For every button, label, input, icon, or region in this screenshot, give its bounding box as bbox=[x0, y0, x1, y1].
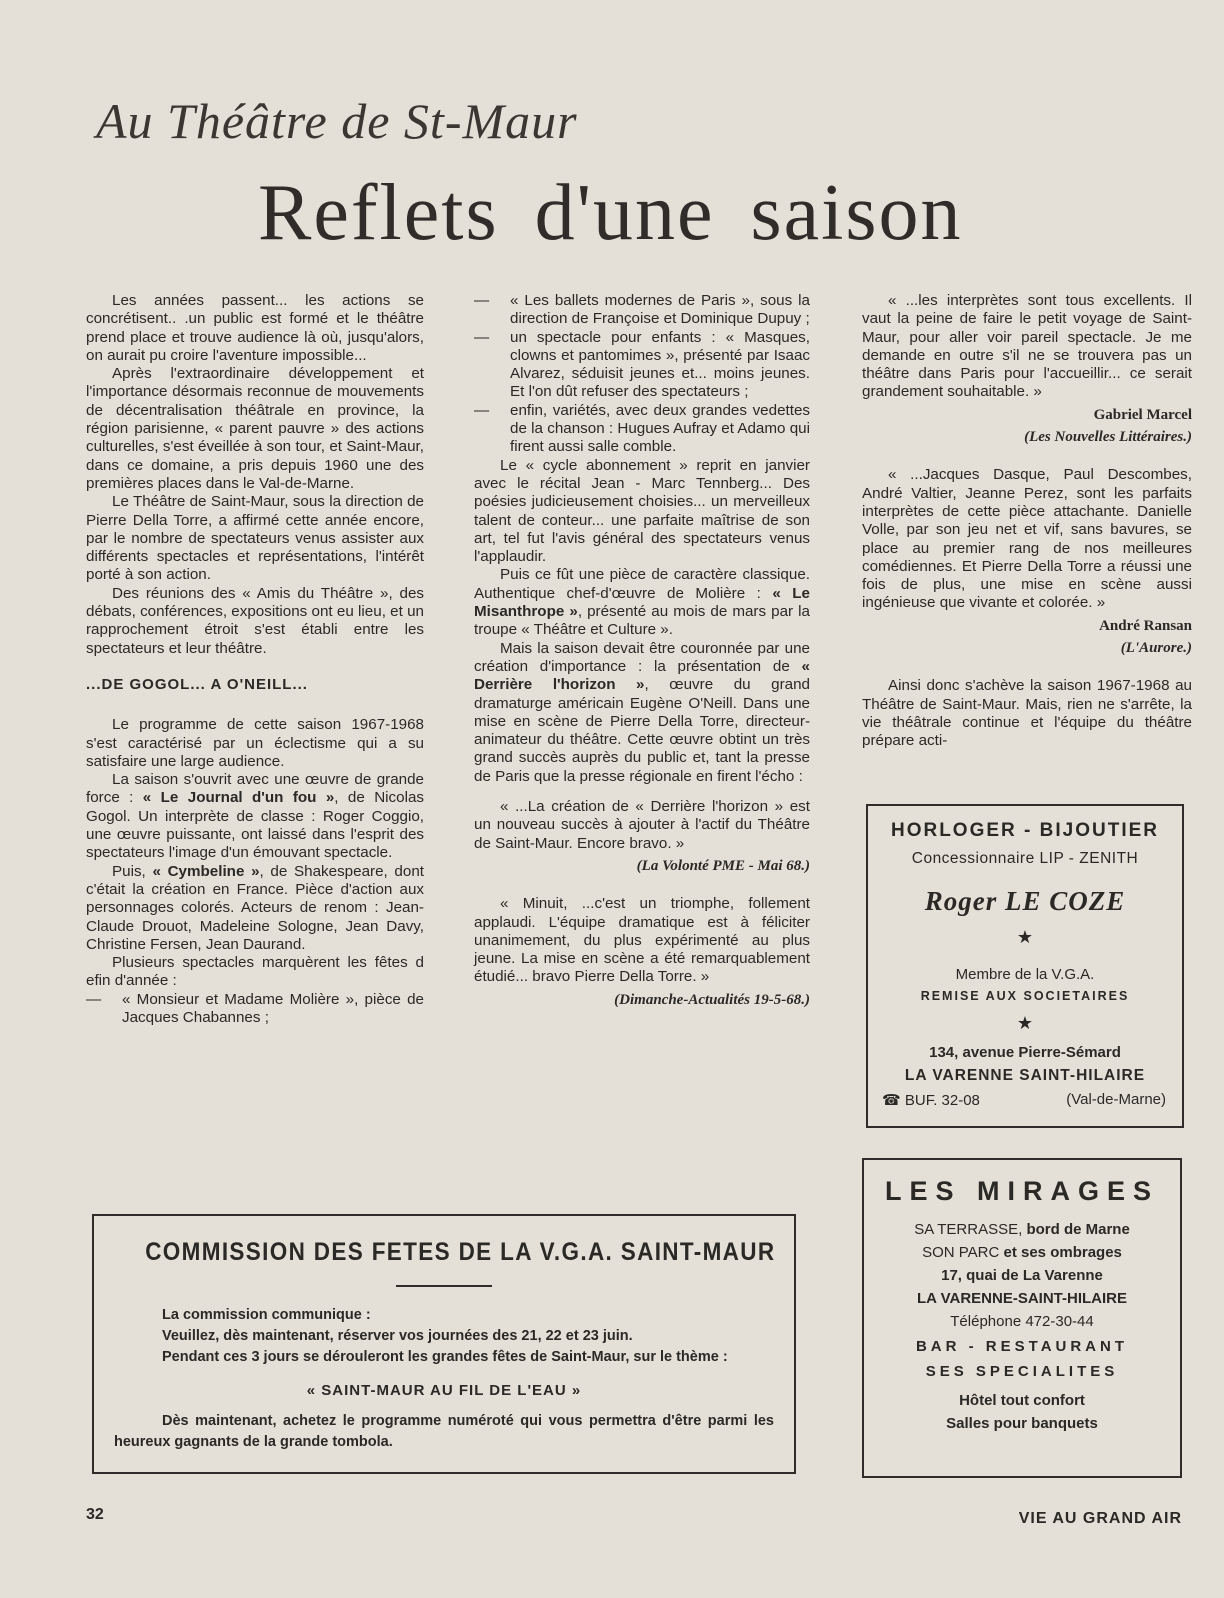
paragraph: La saison s'ouvrit avec une œuvre de grande force : « Le Journal d'un fou », de Nicolas Gogol. Un interprète de classe : Roger Coggio, une œuvre puissante, ont laissé dans l'esprit des spectateurs l'image d'un émouvant spectacle. bbox=[86, 771, 424, 862]
article-headline: Reflets d'une saison bbox=[258, 169, 963, 257]
paragraph: Des réunions des « Amis du Théâtre », des débats, conférences, expositions ont eu lieu, et un rapprochement étroit s'est établi entre les spectateurs et leur théâtre. bbox=[86, 584, 424, 657]
press-quote: « ...Jacques Dasque, Paul Descombes, André Valtier, Jeanne Perez, sont les parfaits interprètes de cette pièce attachante. Danielle Volle, par son jeu net et vif, sans bavures, se place au premier rang de nos meilleures comédiennes. Et Pierre Della Torre a réussi une fois de plus, une mise en scène aussi ingénieuse que vivante et colorée. » bbox=[862, 466, 1192, 612]
play-title: « Le Journal d'un fou » bbox=[142, 789, 335, 807]
quote-author: André Ransan bbox=[1099, 617, 1192, 634]
paragraph: Le Théâtre de Saint-Maur, sous la direction de Pierre Della Torre, a affirmé cette année encore, par le nombre de spectateurs venus assister aux différents spectacles et représentations, l'intérêt porté à son action. bbox=[86, 493, 424, 584]
paragraph: Ainsi donc s'achève la saison 1967-1968 au Théâtre de Saint-Maur. Mais, rien ne s'arrête, la vie théâtrale continue et l'équipe du théâtre prépare acti- bbox=[862, 677, 1192, 750]
ad-phone: Téléphone 472-30-44 bbox=[950, 1313, 1094, 1330]
article-column-3 bbox=[862, 292, 1192, 751]
page-number: 32 bbox=[86, 1506, 104, 1523]
notice-line: La commission communique : bbox=[162, 1307, 371, 1323]
paragraph: Après l'extraordinaire développement et l'importance désormais reconnue de mouvements de décentralisation théâtrale en province, la région parisienne, « parent pauvre » des actions culturelles, s'est éveillée à son tour, et Saint-Maur, dans ce domaine, a pris depuis 1960 une des premières places dans le Val-de-Marne. bbox=[86, 365, 424, 492]
telephone-icon: ☎ bbox=[882, 1092, 901, 1109]
quote-source: (Dimanche-Actualités 19-5-68.) bbox=[614, 991, 810, 1008]
divider bbox=[396, 1285, 492, 1287]
notice-line: Veuillez, dès maintenant, réserver vos journées des 21, 22 et 23 juin. bbox=[162, 1328, 633, 1344]
notice-theme: « SAINT-MAUR AU FIL DE L'EAU » bbox=[306, 1382, 582, 1399]
ad-address: 134, avenue Pierre-Sémard bbox=[929, 1044, 1121, 1061]
paragraph: Le « cycle abonnement » reprit en janvier avec le récital Jean - Marc Tennberg... Des poésies judicieusement choisies... un merveilleux talent de conteur... une parfaite maîtrise de son art, tel fut l'avis général des spectateurs venus l'applaudir. bbox=[474, 456, 810, 566]
ad-line: SON PARC et ses ombrages bbox=[922, 1244, 1122, 1261]
notice-line: Dès maintenant, achetez le programme numéroté qui vous permettra d'être parmi les heureux gagnants de la grande tombola. bbox=[114, 1413, 774, 1450]
quote-author: Gabriel Marcel bbox=[1093, 406, 1192, 423]
press-quote: « ...les interprètes sont tous excellents. Il vaut la peine de faire le petit voyage de Saint-Maur, pour aller voir pareil spectacle. Je me demande en outre s'il ne se trouvera pas un théâtre dans Paris pour l'accueillir... ce serait grandement souhaitable. » bbox=[862, 292, 1192, 401]
section-subheading: ...DE GOGOL... A O'NEILL... bbox=[86, 675, 308, 693]
commission-notice-box bbox=[92, 1214, 796, 1474]
paragraph: Plusieurs spectacles marquèrent les fêtes d efin d'année : bbox=[86, 954, 424, 990]
article-column-2 bbox=[474, 292, 810, 1009]
article-column-1 bbox=[86, 292, 424, 1027]
ad-line: Salles pour banquets bbox=[946, 1415, 1098, 1432]
quote-source: (La Volonté PME - Mai 68.) bbox=[636, 857, 810, 874]
ad-line: SES SPECIALITES bbox=[925, 1363, 1119, 1380]
notice-body bbox=[112, 1305, 776, 1453]
ad-owner-name: Roger LE COZE bbox=[924, 886, 1126, 916]
ad-region: (Val-de-Marne) bbox=[1066, 1091, 1166, 1108]
press-quote: « Minuit, ...c'est un triomphe, follement applaudi. L'équipe dramatique est à féliciter unanimement, du plus expérimenté au plus jeune. La mise en scène a été remarquablement étudié... bravo Pierre Della Torre. » bbox=[474, 895, 810, 986]
ad-line: BAR - RESTAURANT bbox=[915, 1338, 1129, 1355]
ad-title: LES MIRAGES bbox=[884, 1176, 1160, 1206]
paragraph: Puis ce fût une pièce de caractère classique. Authentique chef-d'œuvre de Molière : « Le Misanthrope », présenté au mois de mars par la troupe « Théâtre et Culture ». bbox=[474, 566, 810, 639]
notice-line: Pendant ces 3 jours se dérouleront les grandes fêtes de Saint-Maur, sur le thème : bbox=[162, 1349, 728, 1365]
ad-line: REMISE AUX SOCIETAIRES bbox=[920, 989, 1130, 1003]
paragraph: Mais la saison devait être couronnée par une création d'importance : la présentation de « Derrière l'horizon », œuvre du grand dramaturge américain Eugène O'Neill. Dans une mise en scène de Pierre Della Torre, directeur-animateur du théâtre. Cette œuvre obtint un très grand succès auprès du public et, tant la presse de Paris que la presse régionale en firent l'écho : bbox=[474, 639, 810, 785]
ad-phone-row bbox=[868, 1091, 1182, 1109]
list-item: — un spectacle pour enfants : « Masques, clowns et pantomimes », présenté par Isaac Alvarez, séduisit jeunes et... moins jeunes. Et l'on dût refuser des spectateurs ; bbox=[474, 328, 810, 401]
ad-phone: BUF. 32-08 bbox=[904, 1092, 980, 1109]
play-title: « Cymbeline » bbox=[152, 862, 260, 880]
article-kicker: Au Théâtre de St-Maur bbox=[96, 93, 578, 149]
ad-city: LA VARENNE-SAINT-HILAIRE bbox=[917, 1290, 1127, 1307]
star-icon: ★ bbox=[1016, 1013, 1034, 1033]
horloger-advertisement bbox=[866, 804, 1184, 1128]
quote-source: (Les Nouvelles Littéraires.) bbox=[1024, 429, 1192, 446]
ad-line: SA TERRASSE, bord de Marne bbox=[914, 1221, 1130, 1238]
ad-city: LA VARENNE SAINT-HILAIRE bbox=[904, 1067, 1146, 1084]
paragraph: Le programme de cette saison 1967-1968 s'est caractérisé par un éclectisme qui a su satisfaire une large audience. bbox=[86, 716, 424, 770]
ad-title: HORLOGER - BIJOUTIER bbox=[890, 820, 1159, 841]
play-title: « Le Misanthrope » bbox=[474, 584, 810, 621]
star-icon: ★ bbox=[1016, 927, 1034, 947]
press-quote: « ...La création de « Derrière l'horizon » est un nouveau succès à ajouter à l'actif du Théâtre de Saint-Maur. Encore bravo. » bbox=[474, 798, 810, 852]
list-item: — « Les ballets modernes de Paris », sous la direction de Françoise et Dominique Dupuy ; bbox=[474, 292, 810, 328]
list-item: — enfin, variétés, avec deux grandes vedettes de la chanson : Hugues Aufray et Adamo qui firent aussi salle comble. bbox=[474, 401, 810, 456]
play-title: « Derrière l'horizon » bbox=[474, 657, 810, 694]
magazine-name: VIE AU GRAND AIR bbox=[1018, 1510, 1182, 1527]
notice-title: COMMISSION DES FETES DE LA V.G.A. SAINT-MAUR bbox=[145, 1238, 776, 1266]
ad-line: Membre de la V.G.A. bbox=[955, 966, 1095, 983]
quote-source: (L'Aurore.) bbox=[1120, 640, 1192, 657]
ad-line: Concessionnaire LIP - ZENITH bbox=[911, 850, 1139, 867]
paragraph: Puis, « Cymbeline », de Shakespeare, dont c'était la création en France. Pièce d'action aux personnages colorés. Acteurs de renom : Jean-Claude Drouot, Madeleine Sologne, Jean Davy, Christine Fersen, Jean Daurand. bbox=[86, 862, 424, 953]
ad-address: 17, quai de La Varenne bbox=[941, 1267, 1103, 1284]
paragraph: Les années passent... les actions se concrétisent.. .un public est formé et le théâtre prend place et trouve audience là où, jusqu'alors, on aurait pu croire l'aventure impossible... bbox=[86, 292, 424, 364]
ad-line: Hôtel tout confort bbox=[959, 1392, 1085, 1409]
mirages-advertisement bbox=[862, 1158, 1182, 1478]
list-item: — « Monsieur et Madame Molière », pièce de Jacques Chabannes ; bbox=[86, 990, 424, 1026]
